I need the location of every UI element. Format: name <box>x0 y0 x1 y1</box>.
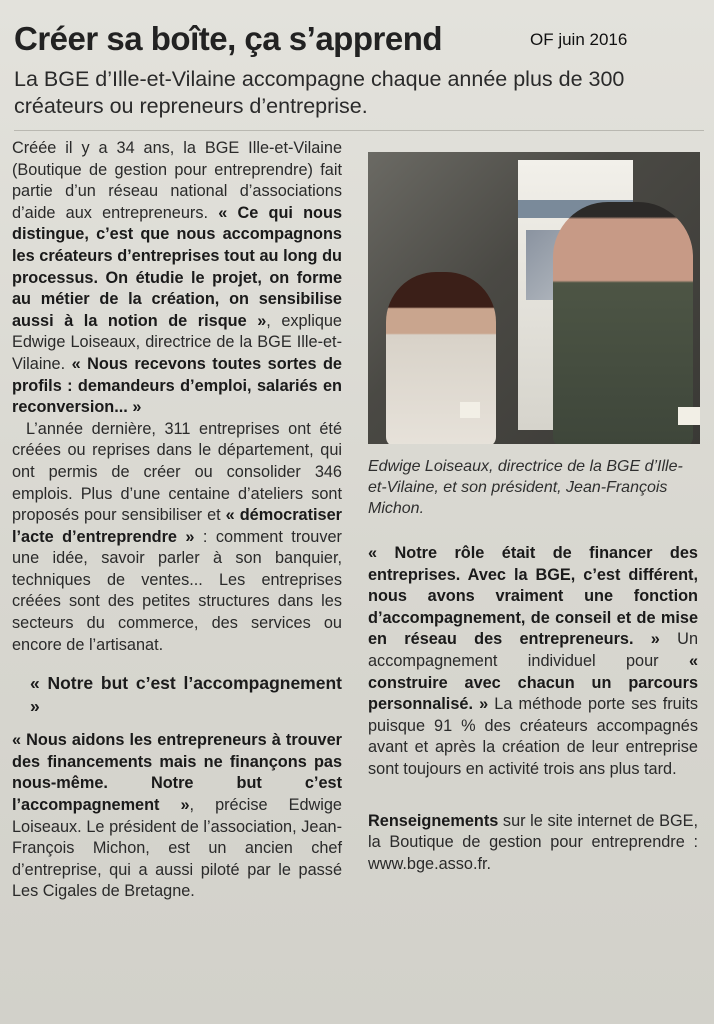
p3-quote-2: « Notre rôle était de financer des entreprises. Avec la BGE, c’est différent, nous avons vraiment une fonction d’accompagnement, de conseil et de mise en réseau des entrepreneurs. » <box>368 544 698 649</box>
divider <box>14 130 704 131</box>
p1-text-a: Créée il y a 34 ans, la BGE Ille-et-Vilaine (Boutique de gestion pour entreprendre) fait partie d’un réseau national d’associations d’aide aux entrepreneurs. <box>12 139 342 222</box>
source-note: OF juin 2016 <box>530 30 628 49</box>
p2-text-a: L’année dernière, 311 entreprises ont été créées ou reprises dans le département, qui ont permis de créer ou consolider 346 emplois. Plus d’une centaine d’ateliers sont proposés pour sensibiliser et <box>12 419 342 525</box>
paragraph-3-continued <box>368 543 698 781</box>
info-paragraph <box>368 811 698 876</box>
p3-text-b: , précise Edwige Loiseaux. Le président de l’association, Jean-François Michon, est un ancien chef d’entreprise, qui a aussi piloté par le passé Les Cigales de Bretagne. <box>12 796 342 901</box>
p3-text-f: La méthode porte ses fruits puisque 91 % des créateurs accompagnés avant et après la création de leur entreprise sont toujours en activité trois ans plus tard. <box>368 695 698 778</box>
p1-text-c: , explique Edwige Loiseaux, directrice de la BGE Ille-et-Vilaine. <box>12 311 342 373</box>
photo-caption: Edwige Loiseaux, directrice de la BGE d’Ille-et-Vilaine, et son président, Jean-François Michon. <box>368 458 683 517</box>
right-column <box>368 543 698 875</box>
info-text: sur le site internet de BGE, la Boutique de gestion pour entreprendre : www.bge.asso.fr. <box>368 811 698 873</box>
p3-text-d: Un accompagnement individuel pour <box>368 630 698 670</box>
info-label: Renseignements <box>368 811 499 830</box>
p1-quote-2: « Nous recevons toutes sortes de profils : demandeurs d’emploi, salariés en reconversion... » <box>12 354 342 417</box>
paragraph-3 <box>12 730 342 903</box>
person-man <box>553 202 693 444</box>
paragraph-1 <box>12 138 342 419</box>
p3-quote-1: « Nous aidons les entrepreneurs à trouver des financements mais ne finançons pas nous-même. Notre but c’est l’accompagnement » <box>12 731 342 815</box>
p1-quote-1: « Ce qui nous distingue, c’est que nous accompagnons les créateurs d’entreprises tout au long du processus. On étudie le projet, on forme au métier de la création, on sensibilise aussi à la notion de risque » <box>12 203 343 330</box>
p3-quote-3: « construire avec chacun un parcours personnalisé. » <box>368 651 698 714</box>
lead-paragraph: La BGE d’Ille-et-Vilaine accompagne chaque année plus de 300 créateurs ou repreneurs d’entreprise. <box>14 67 625 118</box>
name-badge <box>460 402 480 418</box>
left-column <box>12 138 342 903</box>
headline: Créer sa boîte, ça s’apprend <box>14 20 443 57</box>
name-badge <box>678 407 700 425</box>
article-photo <box>368 152 700 444</box>
p2-quote: « démocratiser l’acte d’entreprendre » <box>12 506 342 546</box>
person-woman <box>386 272 496 444</box>
paragraph-2 <box>12 419 342 657</box>
p2-text-c: : comment trouver une idée, savoir parler à son banquier, techniques de ventes... Les entreprises créées sont des petites structures dans les secteurs du commerce, des services ou encore de l’artisanat. <box>12 527 342 654</box>
subheading: « Notre but c’est l’accompagnement » <box>30 673 342 717</box>
